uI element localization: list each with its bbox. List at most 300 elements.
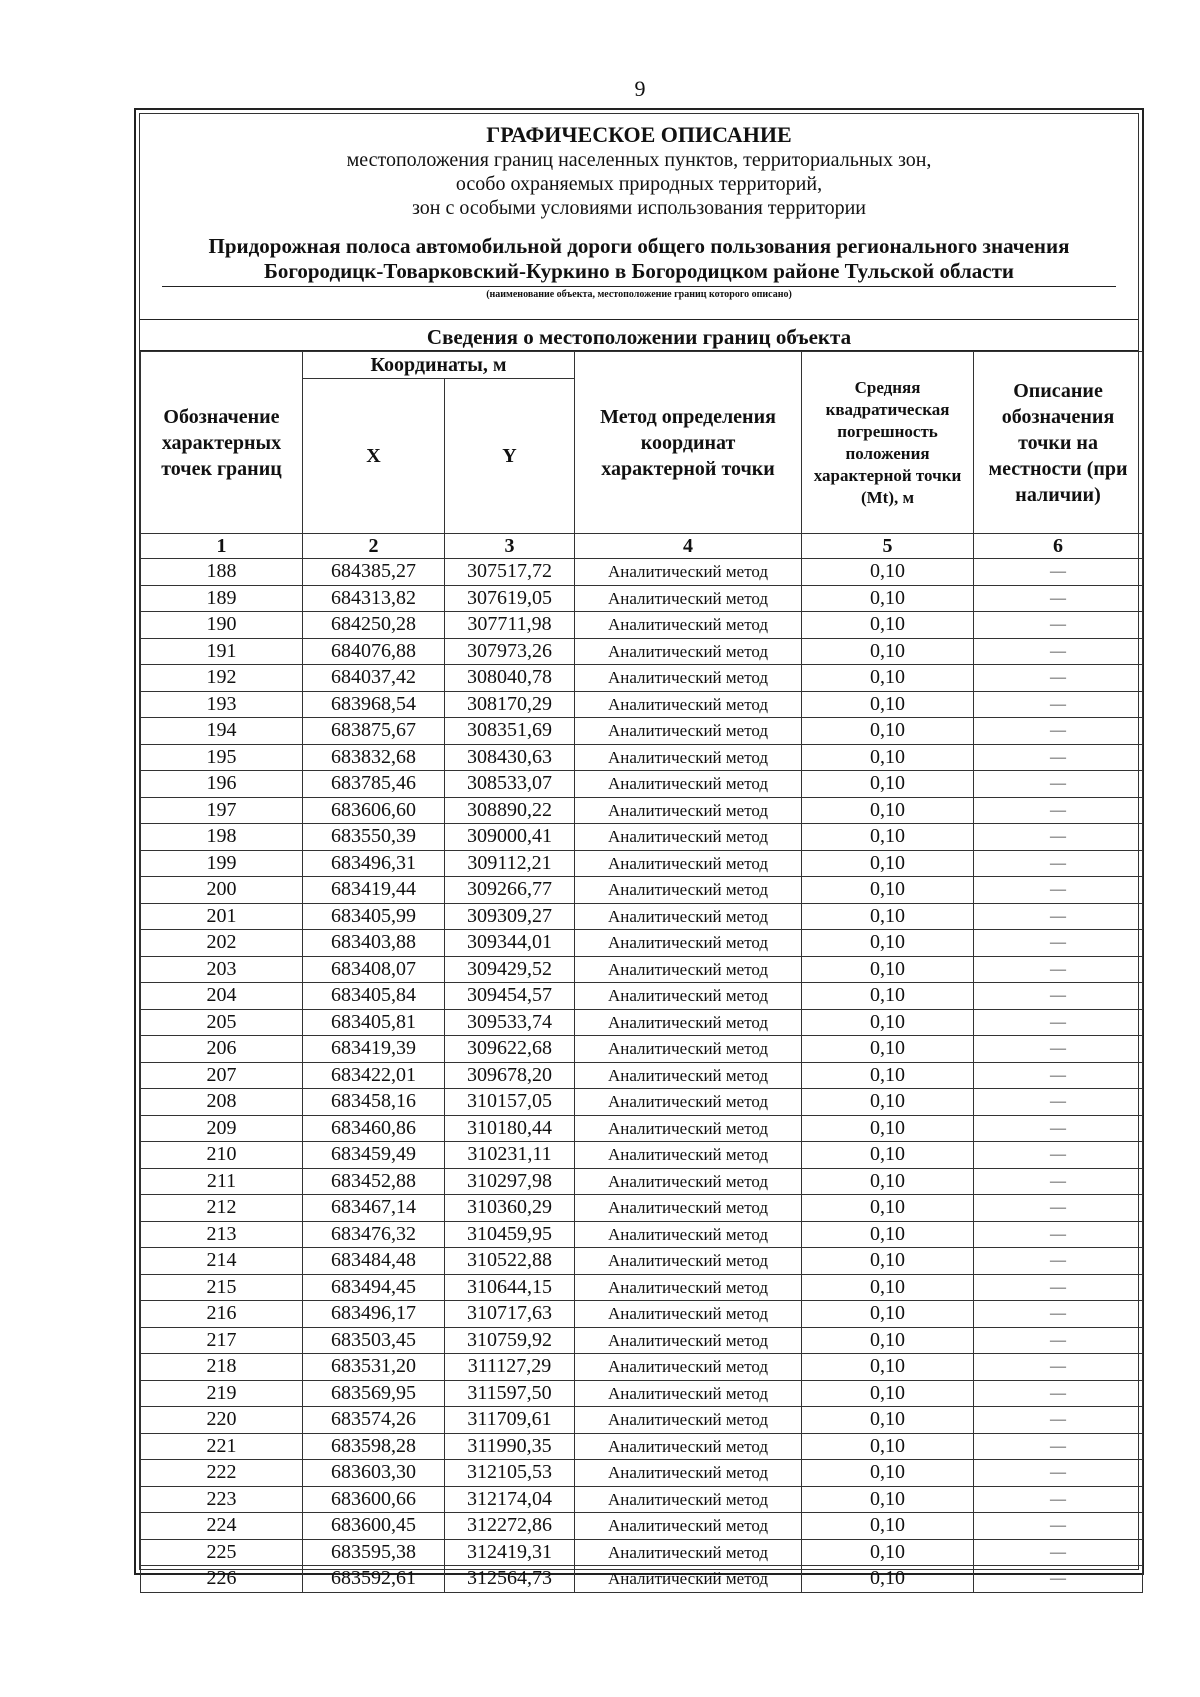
x-cell: 683598,28 — [303, 1433, 445, 1460]
x-cell: 683531,20 — [303, 1354, 445, 1381]
error-cell: 0,10 — [802, 797, 974, 824]
method-cell: Аналитический метод — [575, 1539, 802, 1566]
y-cell: 310522,88 — [445, 1248, 575, 1275]
point-id-cell: 216 — [141, 1301, 303, 1328]
x-cell: 683785,46 — [303, 771, 445, 798]
point-id-cell: 215 — [141, 1274, 303, 1301]
x-cell: 683592,61 — [303, 1566, 445, 1593]
method-cell: Аналитический метод — [575, 638, 802, 665]
description-cell: — — [974, 1407, 1143, 1434]
column-number: 2 — [303, 534, 445, 559]
method-cell: Аналитический метод — [575, 850, 802, 877]
description-cell: — — [974, 612, 1143, 639]
y-cell: 309622,68 — [445, 1036, 575, 1063]
description-cell: — — [974, 1539, 1143, 1566]
description-cell: — — [974, 665, 1143, 692]
x-cell: 683452,88 — [303, 1168, 445, 1195]
x-cell: 684313,82 — [303, 585, 445, 612]
table-row — [141, 930, 1143, 957]
y-cell: 307973,26 — [445, 638, 575, 665]
error-cell: 0,10 — [802, 638, 974, 665]
error-cell: 0,10 — [802, 718, 974, 745]
header-description: Описание обозначения точки на местности (при наличии) — [974, 352, 1143, 534]
point-id-cell: 226 — [141, 1566, 303, 1593]
table-row — [141, 1115, 1143, 1142]
method-cell: Аналитический метод — [575, 1354, 802, 1381]
point-id-cell: 206 — [141, 1036, 303, 1063]
x-cell: 683496,17 — [303, 1301, 445, 1328]
error-cell: 0,10 — [802, 1566, 974, 1593]
table-row — [141, 1009, 1143, 1036]
point-id-cell: 189 — [141, 585, 303, 612]
x-cell: 683600,66 — [303, 1486, 445, 1513]
x-cell: 683476,32 — [303, 1221, 445, 1248]
error-cell: 0,10 — [802, 1433, 974, 1460]
table-row — [141, 824, 1143, 851]
error-cell: 0,10 — [802, 612, 974, 639]
document-header — [140, 114, 1138, 350]
x-cell: 684385,27 — [303, 559, 445, 586]
y-cell: 308890,22 — [445, 797, 575, 824]
point-id-cell: 197 — [141, 797, 303, 824]
table-row — [141, 585, 1143, 612]
table-row — [141, 691, 1143, 718]
y-cell: 310759,92 — [445, 1327, 575, 1354]
table-row — [141, 1062, 1143, 1089]
table-row — [141, 1221, 1143, 1248]
description-cell: — — [974, 1380, 1143, 1407]
table-row — [141, 665, 1143, 692]
description-cell: — — [974, 797, 1143, 824]
method-cell: Аналитический метод — [575, 1195, 802, 1222]
description-cell: — — [974, 559, 1143, 586]
table-row — [141, 1407, 1143, 1434]
method-cell: Аналитический метод — [575, 718, 802, 745]
method-cell: Аналитический метод — [575, 1009, 802, 1036]
point-id-cell: 205 — [141, 1009, 303, 1036]
method-cell: Аналитический метод — [575, 797, 802, 824]
y-cell: 311709,61 — [445, 1407, 575, 1434]
description-cell: — — [974, 930, 1143, 957]
error-cell: 0,10 — [802, 585, 974, 612]
y-cell: 307517,72 — [445, 559, 575, 586]
y-cell: 311127,29 — [445, 1354, 575, 1381]
description-cell: — — [974, 1354, 1143, 1381]
x-cell: 683595,38 — [303, 1539, 445, 1566]
description-cell: — — [974, 1168, 1143, 1195]
object-name-underline — [162, 286, 1116, 287]
y-cell: 308040,78 — [445, 665, 575, 692]
x-cell: 683408,07 — [303, 956, 445, 983]
description-cell: — — [974, 1433, 1143, 1460]
header-x: X — [303, 379, 445, 534]
point-id-cell: 193 — [141, 691, 303, 718]
method-cell: Аналитический метод — [575, 824, 802, 851]
description-cell: — — [974, 691, 1143, 718]
point-id-cell: 194 — [141, 718, 303, 745]
error-cell: 0,10 — [802, 1195, 974, 1222]
x-cell: 684076,88 — [303, 638, 445, 665]
method-cell: Аналитический метод — [575, 1301, 802, 1328]
point-id-cell: 196 — [141, 771, 303, 798]
method-cell: Аналитический метод — [575, 771, 802, 798]
page-number: 9 — [634, 76, 646, 101]
x-cell: 683459,49 — [303, 1142, 445, 1169]
table-row — [141, 1460, 1143, 1487]
point-id-cell: 217 — [141, 1327, 303, 1354]
x-cell: 683600,45 — [303, 1513, 445, 1540]
y-cell: 308533,07 — [445, 771, 575, 798]
description-cell: — — [974, 638, 1143, 665]
method-cell: Аналитический метод — [575, 983, 802, 1010]
point-id-cell: 201 — [141, 903, 303, 930]
x-cell: 683419,44 — [303, 877, 445, 904]
x-cell: 683405,81 — [303, 1009, 445, 1036]
point-id-cell: 221 — [141, 1433, 303, 1460]
table-row — [141, 850, 1143, 877]
error-cell: 0,10 — [802, 1036, 974, 1063]
x-cell: 683496,31 — [303, 850, 445, 877]
method-cell: Аналитический метод — [575, 1274, 802, 1301]
y-cell: 311990,35 — [445, 1433, 575, 1460]
y-cell: 310644,15 — [445, 1274, 575, 1301]
subtitle-line: особо охраняемых природных территорий, — [455, 173, 823, 195]
y-cell: 309533,74 — [445, 1009, 575, 1036]
table-row — [141, 1036, 1143, 1063]
y-cell: 310360,29 — [445, 1195, 575, 1222]
method-cell: Аналитический метод — [575, 691, 802, 718]
error-cell: 0,10 — [802, 1274, 974, 1301]
y-cell: 312419,31 — [445, 1539, 575, 1566]
header-error: Средняя квадратическая погрешность положения характерной точки (Mt), м — [802, 352, 974, 534]
x-cell: 683968,54 — [303, 691, 445, 718]
description-cell: — — [974, 585, 1143, 612]
y-cell: 309000,41 — [445, 824, 575, 851]
method-cell: Аналитический метод — [575, 744, 802, 771]
point-id-cell: 204 — [141, 983, 303, 1010]
y-cell: 312564,73 — [445, 1566, 575, 1593]
table-row — [141, 1433, 1143, 1460]
description-cell: — — [974, 744, 1143, 771]
point-id-cell: 225 — [141, 1539, 303, 1566]
point-id-cell: 214 — [141, 1248, 303, 1275]
x-cell: 683467,14 — [303, 1195, 445, 1222]
document-title: ГРАФИЧЕСКОЕ ОПИСАНИЕ — [486, 122, 792, 147]
table-row — [141, 1327, 1143, 1354]
method-cell: Аналитический метод — [575, 559, 802, 586]
column-number: 5 — [802, 534, 974, 559]
method-cell: Аналитический метод — [575, 930, 802, 957]
description-cell: — — [974, 1195, 1143, 1222]
x-cell: 683403,88 — [303, 930, 445, 957]
error-cell: 0,10 — [802, 1168, 974, 1195]
point-id-cell: 208 — [141, 1089, 303, 1116]
point-id-cell: 200 — [141, 877, 303, 904]
error-cell: 0,10 — [802, 1248, 974, 1275]
x-cell: 683832,68 — [303, 744, 445, 771]
point-id-cell: 223 — [141, 1486, 303, 1513]
description-cell: — — [974, 1248, 1143, 1275]
error-cell: 0,10 — [802, 1221, 974, 1248]
y-cell: 310297,98 — [445, 1168, 575, 1195]
y-cell: 309678,20 — [445, 1062, 575, 1089]
x-cell: 683606,60 — [303, 797, 445, 824]
point-id-cell: 211 — [141, 1168, 303, 1195]
y-cell: 309112,21 — [445, 850, 575, 877]
y-cell: 310180,44 — [445, 1115, 575, 1142]
column-number: 4 — [575, 534, 802, 559]
error-cell: 0,10 — [802, 1301, 974, 1328]
table-row — [141, 1486, 1143, 1513]
table-row — [141, 612, 1143, 639]
method-cell: Аналитический метод — [575, 1486, 802, 1513]
description-cell: — — [974, 1062, 1143, 1089]
error-cell: 0,10 — [802, 1062, 974, 1089]
point-id-cell: 213 — [141, 1221, 303, 1248]
method-cell: Аналитический метод — [575, 1327, 802, 1354]
point-id-cell: 222 — [141, 1460, 303, 1487]
y-cell: 312272,86 — [445, 1513, 575, 1540]
error-cell: 0,10 — [802, 1009, 974, 1036]
description-cell: — — [974, 1327, 1143, 1354]
method-cell: Аналитический метод — [575, 665, 802, 692]
table-row — [141, 797, 1143, 824]
object-caption: (наименование объекта, местоположение границ которого описано) — [486, 289, 792, 300]
point-id-cell: 210 — [141, 1142, 303, 1169]
method-cell: Аналитический метод — [575, 1036, 802, 1063]
y-cell: 310157,05 — [445, 1089, 575, 1116]
error-cell: 0,10 — [802, 744, 974, 771]
x-cell: 684250,28 — [303, 612, 445, 639]
error-cell: 0,10 — [802, 824, 974, 851]
description-cell: — — [974, 1115, 1143, 1142]
section-title: Сведения о местоположении границ объекта — [426, 325, 852, 349]
table-row — [141, 1142, 1143, 1169]
y-cell: 309266,77 — [445, 877, 575, 904]
header-method: Метод определения координат характерной точки — [575, 352, 802, 534]
y-cell: 310459,95 — [445, 1221, 575, 1248]
description-cell: — — [974, 1566, 1143, 1593]
table-row — [141, 744, 1143, 771]
error-cell: 0,10 — [802, 559, 974, 586]
description-cell: — — [974, 1301, 1143, 1328]
error-cell: 0,10 — [802, 983, 974, 1010]
table-row — [141, 771, 1143, 798]
table-row — [141, 903, 1143, 930]
y-cell: 312105,53 — [445, 1460, 575, 1487]
table-row — [141, 1301, 1143, 1328]
point-id-cell: 209 — [141, 1115, 303, 1142]
description-cell: — — [974, 1460, 1143, 1487]
header-point: Обозначение характерных точек границ — [141, 352, 303, 534]
table-row — [141, 1380, 1143, 1407]
error-cell: 0,10 — [802, 930, 974, 957]
object-name-line: Придорожная полоса автомобильной дороги общего пользования регионального значения — [208, 234, 1070, 258]
error-cell: 0,10 — [802, 1486, 974, 1513]
x-cell: 683484,48 — [303, 1248, 445, 1275]
method-cell: Аналитический метод — [575, 956, 802, 983]
method-cell: Аналитический метод — [575, 1460, 802, 1487]
x-cell: 683550,39 — [303, 824, 445, 851]
error-cell: 0,10 — [802, 1539, 974, 1566]
column-number: 3 — [445, 534, 575, 559]
header-coords: Координаты, м — [303, 352, 575, 379]
y-cell: 309429,52 — [445, 956, 575, 983]
error-cell: 0,10 — [802, 1513, 974, 1540]
y-cell: 308170,29 — [445, 691, 575, 718]
document-frame-inner — [139, 113, 1139, 1590]
method-cell: Аналитический метод — [575, 1433, 802, 1460]
method-cell: Аналитический метод — [575, 903, 802, 930]
error-cell: 0,10 — [802, 850, 974, 877]
x-cell: 683603,30 — [303, 1460, 445, 1487]
table-row — [141, 1195, 1143, 1222]
error-cell: 0,10 — [802, 691, 974, 718]
x-cell: 683574,26 — [303, 1407, 445, 1434]
table-row — [141, 1274, 1143, 1301]
description-cell: — — [974, 1142, 1143, 1169]
table-row — [141, 1566, 1143, 1593]
table-row — [141, 877, 1143, 904]
table-row — [141, 1539, 1143, 1566]
point-id-cell: 191 — [141, 638, 303, 665]
table-row — [141, 983, 1143, 1010]
x-cell: 683405,84 — [303, 983, 445, 1010]
description-cell: — — [974, 1009, 1143, 1036]
point-id-cell: 195 — [141, 744, 303, 771]
x-cell: 683569,95 — [303, 1380, 445, 1407]
error-cell: 0,10 — [802, 1380, 974, 1407]
y-cell: 310231,11 — [445, 1142, 575, 1169]
description-cell: — — [974, 1221, 1143, 1248]
x-cell: 683460,86 — [303, 1115, 445, 1142]
error-cell: 0,10 — [802, 1407, 974, 1434]
table-row — [141, 718, 1143, 745]
method-cell: Аналитический метод — [575, 1089, 802, 1116]
method-cell: Аналитический метод — [575, 1407, 802, 1434]
method-cell: Аналитический метод — [575, 1062, 802, 1089]
error-cell: 0,10 — [802, 877, 974, 904]
error-cell: 0,10 — [802, 903, 974, 930]
method-cell: Аналитический метод — [575, 1513, 802, 1540]
table-row — [141, 638, 1143, 665]
point-id-cell: 219 — [141, 1380, 303, 1407]
description-cell: — — [974, 1089, 1143, 1116]
column-number-row — [141, 534, 1143, 559]
error-cell: 0,10 — [802, 1460, 974, 1487]
column-number: 1 — [141, 534, 303, 559]
table-row — [141, 559, 1143, 586]
subtitle-line: зон с особыми условиями использования территории — [411, 197, 867, 219]
point-id-cell: 202 — [141, 930, 303, 957]
method-cell: Аналитический метод — [575, 612, 802, 639]
description-cell: — — [974, 1486, 1143, 1513]
point-id-cell: 220 — [141, 1407, 303, 1434]
point-id-cell: 218 — [141, 1354, 303, 1381]
y-cell: 309454,57 — [445, 983, 575, 1010]
table-row — [141, 1513, 1143, 1540]
y-cell: 308351,69 — [445, 718, 575, 745]
table-row — [141, 1248, 1143, 1275]
error-cell: 0,10 — [802, 771, 974, 798]
description-cell: — — [974, 771, 1143, 798]
method-cell: Аналитический метод — [575, 877, 802, 904]
method-cell: Аналитический метод — [575, 1115, 802, 1142]
coordinates-table — [140, 351, 1143, 1593]
error-cell: 0,10 — [802, 1115, 974, 1142]
header-y: Y — [445, 379, 575, 534]
description-cell: — — [974, 877, 1143, 904]
y-cell: 310717,63 — [445, 1301, 575, 1328]
error-cell: 0,10 — [802, 956, 974, 983]
method-cell: Аналитический метод — [575, 1380, 802, 1407]
point-id-cell: 212 — [141, 1195, 303, 1222]
point-id-cell: 207 — [141, 1062, 303, 1089]
method-cell: Аналитический метод — [575, 1566, 802, 1593]
x-cell: 683875,67 — [303, 718, 445, 745]
error-cell: 0,10 — [802, 665, 974, 692]
description-cell: — — [974, 824, 1143, 851]
table-row — [141, 956, 1143, 983]
point-id-cell: 198 — [141, 824, 303, 851]
x-cell: 683494,45 — [303, 1274, 445, 1301]
document-frame — [134, 108, 1144, 1590]
x-cell: 683422,01 — [303, 1062, 445, 1089]
method-cell: Аналитический метод — [575, 1221, 802, 1248]
description-cell: — — [974, 850, 1143, 877]
y-cell: 309344,01 — [445, 930, 575, 957]
description-cell: — — [974, 983, 1143, 1010]
point-id-cell: 199 — [141, 850, 303, 877]
point-id-cell: 203 — [141, 956, 303, 983]
description-cell: — — [974, 718, 1143, 745]
x-cell: 684037,42 — [303, 665, 445, 692]
y-cell: 312174,04 — [445, 1486, 575, 1513]
table-row — [141, 1168, 1143, 1195]
method-cell: Аналитический метод — [575, 1142, 802, 1169]
y-cell: 311597,50 — [445, 1380, 575, 1407]
method-cell: Аналитический метод — [575, 585, 802, 612]
description-cell: — — [974, 1036, 1143, 1063]
y-cell: 308430,63 — [445, 744, 575, 771]
subtitle-line: местоположения границ населенных пунктов, территориальных зон, — [346, 149, 932, 171]
x-cell: 683405,99 — [303, 903, 445, 930]
point-id-cell: 188 — [141, 559, 303, 586]
point-id-cell: 224 — [141, 1513, 303, 1540]
x-cell: 683503,45 — [303, 1327, 445, 1354]
point-id-cell: 192 — [141, 665, 303, 692]
error-cell: 0,10 — [802, 1142, 974, 1169]
method-cell: Аналитический метод — [575, 1168, 802, 1195]
y-cell: 307711,98 — [445, 612, 575, 639]
error-cell: 0,10 — [802, 1354, 974, 1381]
y-cell: 309309,27 — [445, 903, 575, 930]
y-cell: 307619,05 — [445, 585, 575, 612]
error-cell: 0,10 — [802, 1089, 974, 1116]
description-cell: — — [974, 1274, 1143, 1301]
column-number: 6 — [974, 534, 1143, 559]
description-cell: — — [974, 956, 1143, 983]
description-cell: — — [974, 903, 1143, 930]
table-body — [141, 559, 1143, 1593]
method-cell: Аналитический метод — [575, 1248, 802, 1275]
description-cell: — — [974, 1513, 1143, 1540]
object-name-line: Богородицк-Товарковский-Куркино в Богородицком районе Тульской области — [263, 259, 1014, 283]
point-id-cell: 190 — [141, 612, 303, 639]
table-row — [141, 1354, 1143, 1381]
error-cell: 0,10 — [802, 1327, 974, 1354]
x-cell: 683419,39 — [303, 1036, 445, 1063]
